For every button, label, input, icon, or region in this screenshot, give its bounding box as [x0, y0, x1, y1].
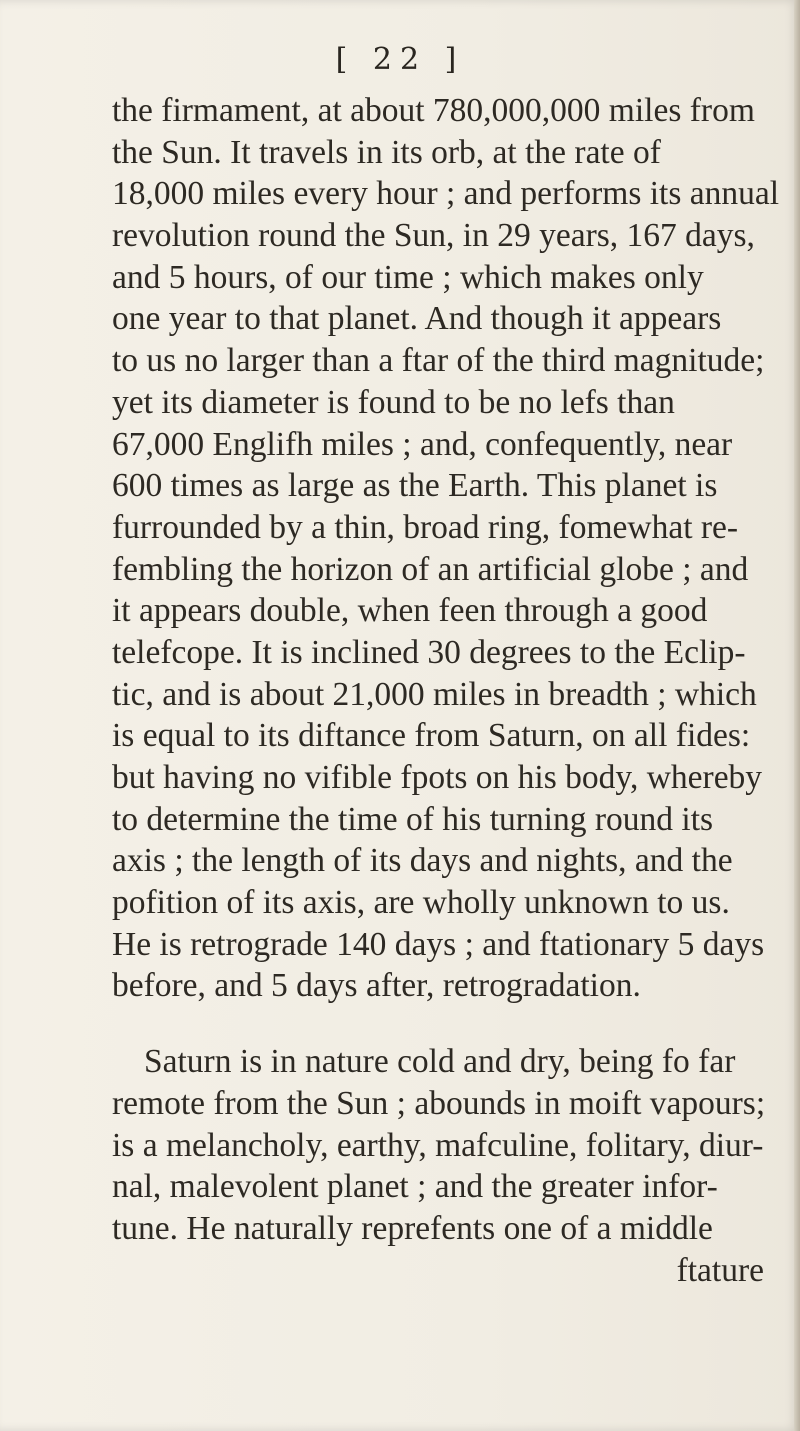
catchword: ftature [676, 1251, 764, 1289]
text-line: is a melancholy, earthy, mafculine, folitary, diur- [112, 1126, 764, 1164]
text-line: to us no larger than a ftar of the third magnitude; [112, 342, 765, 380]
body-text [112, 90, 792, 1291]
text-line: pofition of its axis, are wholly unknown to us. [112, 884, 730, 922]
text-line: tune. He naturally reprefents one of a middle [112, 1209, 713, 1247]
text-line: 18,000 miles every hour ; and performs its annual [112, 175, 780, 213]
text-line: He is retrograde 140 days ; and ftationary 5 days [112, 925, 765, 963]
paragraph-saturn-nature [112, 1041, 792, 1291]
text-line: axis ; the length of its days and nights, and the [112, 842, 733, 880]
page-number-header: [ 22 ] [335, 42, 465, 77]
text-line: nal, malevolent planet ; and the greater infor- [112, 1168, 718, 1206]
text-line: the firmament, at about 780,000,000 miles from [112, 92, 755, 129]
text-line: 600 times as large as the Earth. This planet is [112, 467, 718, 505]
text-line: the Sun. It travels in its orb, at the rate of [112, 133, 661, 171]
text-line: but having no vifible fpots on his body, whereby [112, 759, 763, 796]
text-line: yet its diameter is found to be no lefs than [112, 383, 675, 421]
text-line: fembling the horizon of an artificial globe ; and [112, 550, 749, 588]
text-line: telefcope. It is inclined 30 degrees to the Eclip- [112, 633, 746, 671]
paragraph-saturn-orbit [112, 90, 792, 1007]
text-line: it appears double, when feen through a good [112, 592, 708, 630]
text-line: one year to that planet. And though it appears [112, 300, 722, 338]
text-line: before, and 5 days after, retrogradation. [112, 967, 641, 1005]
text-line: remote from the Sun ; abounds in moift vapours; [112, 1084, 766, 1122]
text-line: to determine the time of his turning round its [112, 800, 714, 838]
text-line: 67,000 Englifh miles ; and, confequently, near [112, 425, 733, 463]
text-line: Saturn is in nature cold and dry, being fo far [144, 1043, 736, 1081]
text-line: furrounded by a thin, broad ring, fomewhat re- [112, 508, 739, 546]
text-line: tic, and is about 21,000 miles in breadth ; which [112, 675, 757, 713]
text-line: is equal to its diftance from Saturn, on all fides: [112, 717, 751, 755]
page-edge-shadow [794, 0, 800, 1431]
text-line: revolution round the Sun, in 29 years, 167 days, [112, 217, 755, 255]
text-line: and 5 hours, of our time ; which makes only [112, 258, 704, 296]
